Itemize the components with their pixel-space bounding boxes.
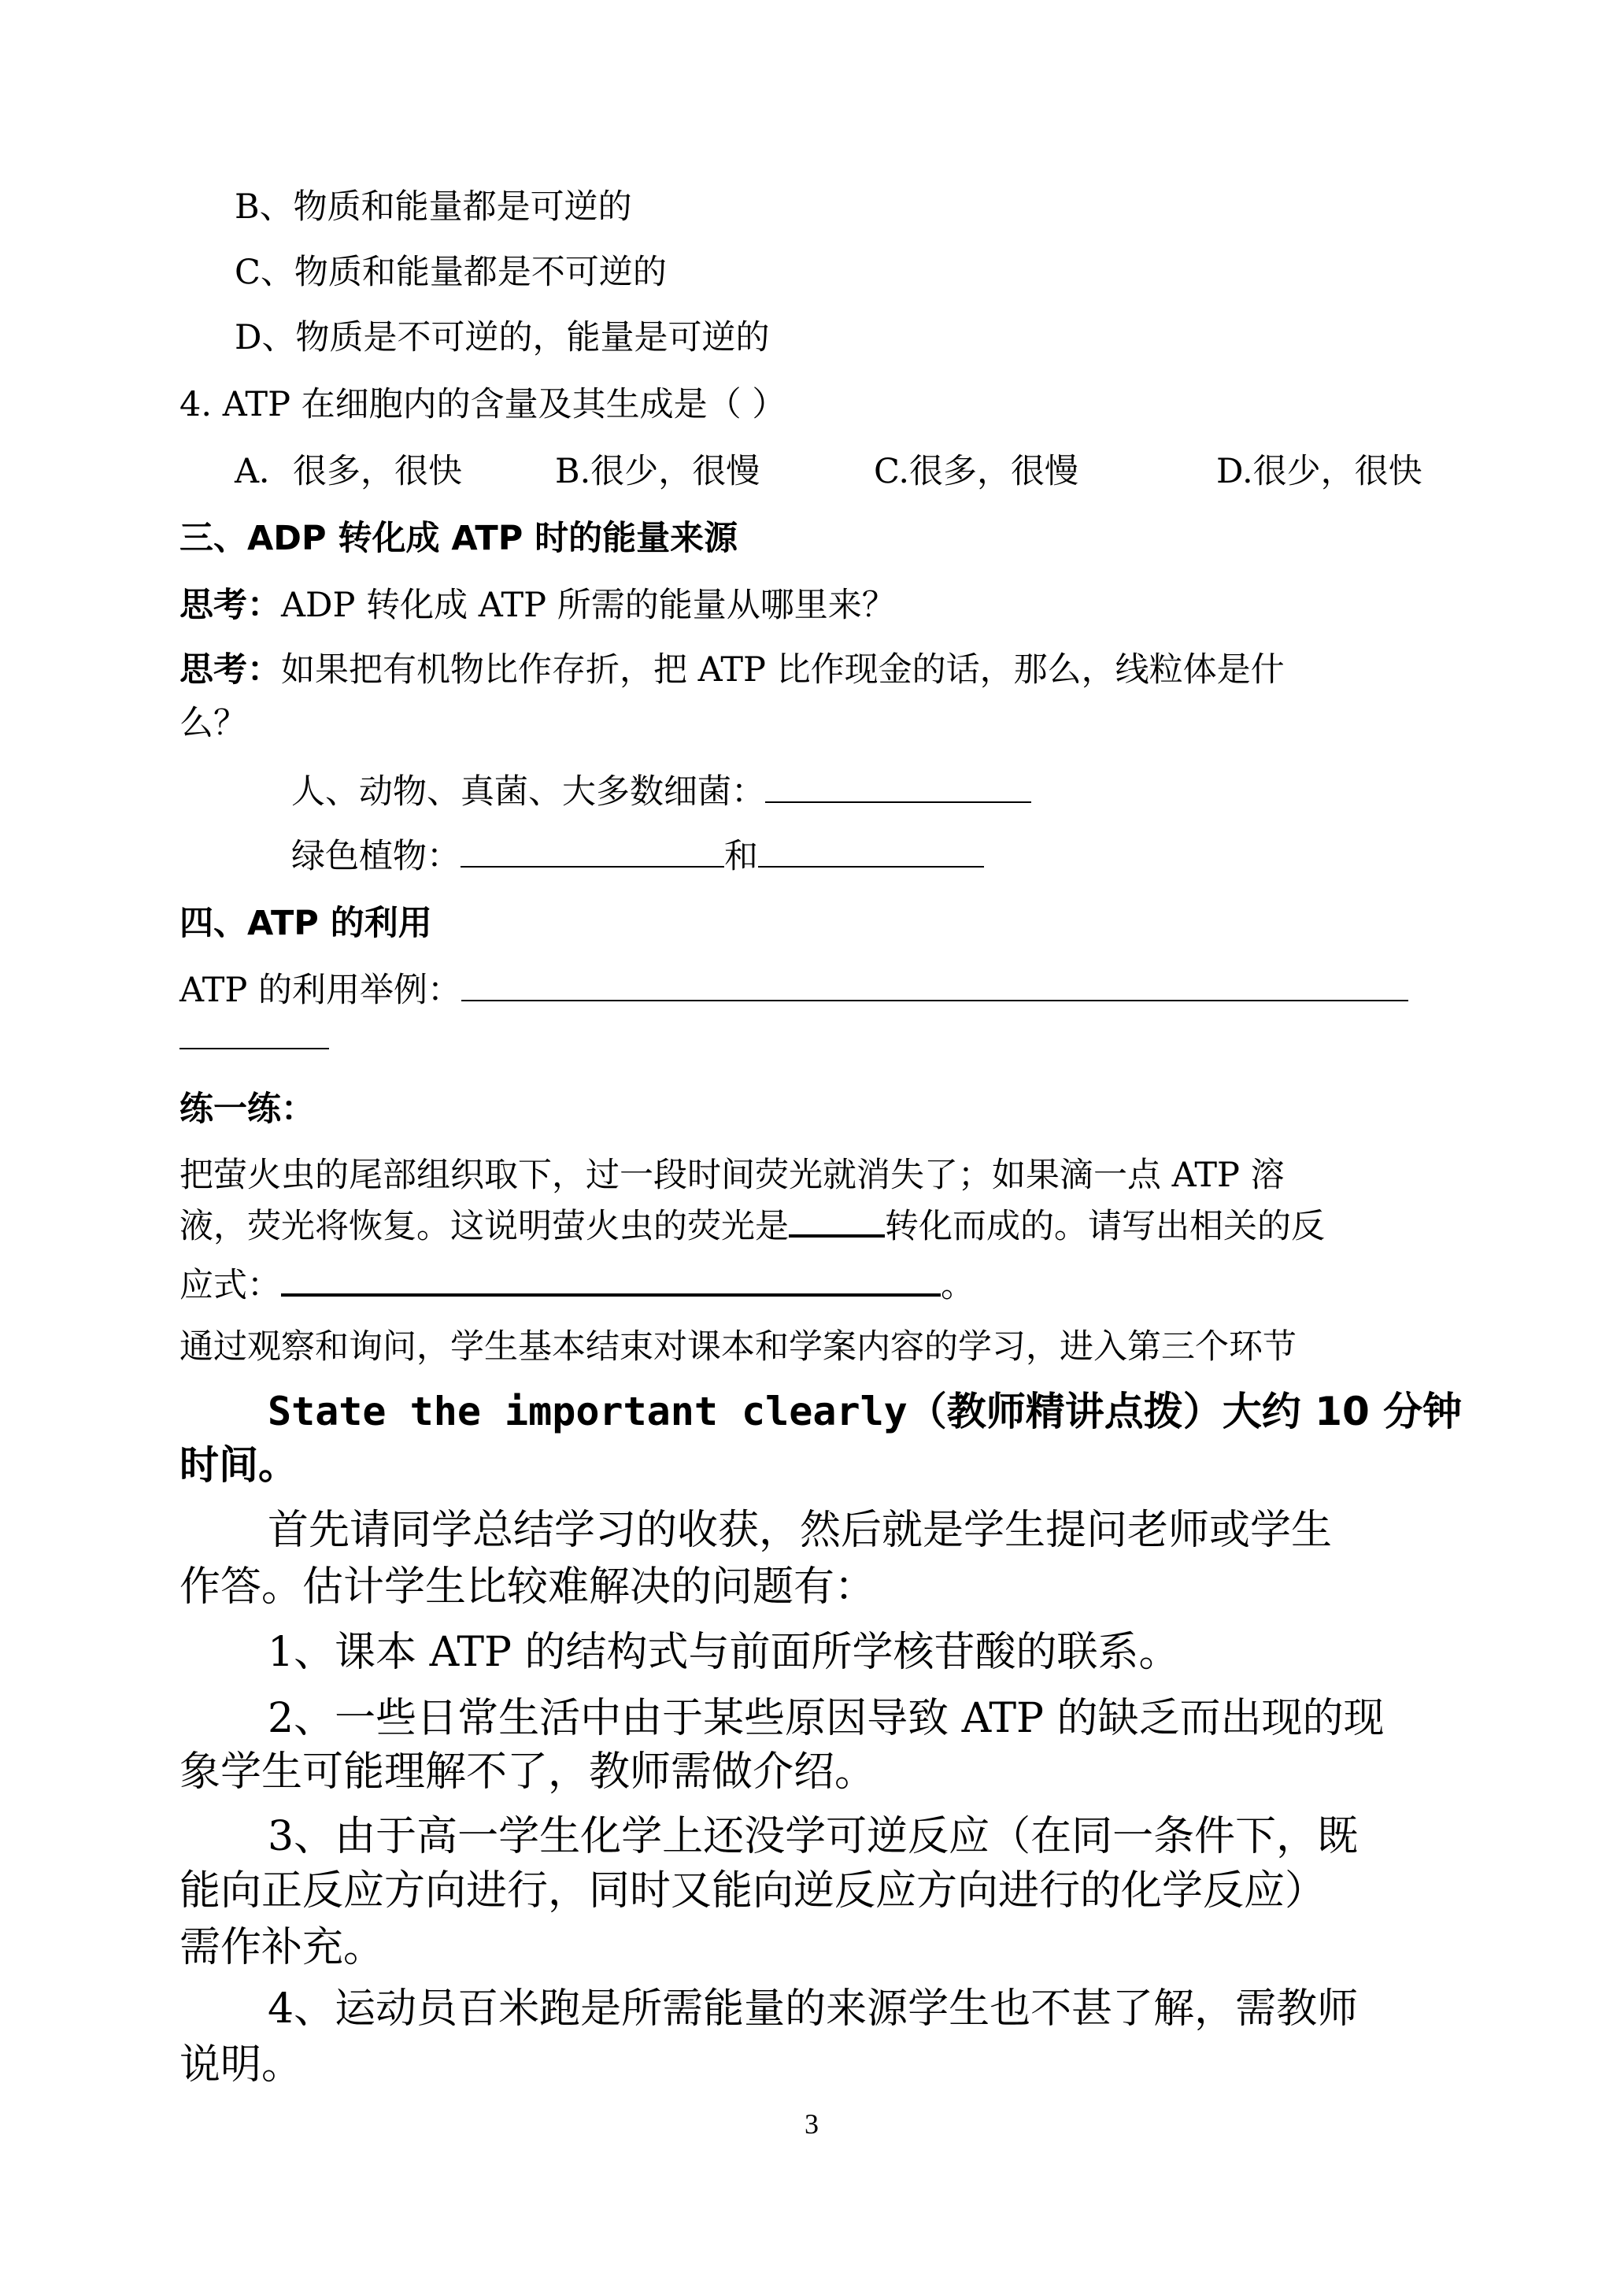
answer-blank[interactable]: [179, 1047, 329, 1049]
think2-text: 如果把有机物比作存折，把 ATP 比作现金的话，那么，线粒体是什: [281, 650, 1285, 690]
para1-line2: 作答。估计学生比较难解决的问题有：: [179, 1563, 876, 1611]
practice-line-2b: 转化而成的。请写出相关的反: [885, 1207, 1325, 1246]
fill-green-plants-label: 绿色植物：: [291, 837, 461, 876]
q4-stem: 4. ATP 在细胞内的含量及其生成是（ ）: [179, 385, 786, 424]
think2-continuation: 么？: [179, 704, 247, 743]
think1-text: ADP 转化成 ATP 所需的能量从哪里来？: [281, 586, 896, 625]
q3-option-b: B、物质和能量都是可逆的: [235, 187, 632, 227]
practice-line-2a: 液，荧光将恢复。这说明萤火虫的荧光是: [179, 1207, 789, 1246]
think1-label: 思考：: [179, 586, 281, 625]
item2-line1: 2、一些日常生活中由于某些原因导致 ATP 的缺乏而出现的现: [268, 1695, 1385, 1742]
q3-option-c: C、物质和能量都是不可逆的: [235, 253, 667, 292]
answer-blank[interactable]: [789, 1234, 885, 1238]
item1: 1、课本 ATP 的结构式与前面所学核苷酸的联系。: [268, 1629, 1180, 1676]
answer-blank[interactable]: [758, 865, 984, 868]
answer-blank[interactable]: [281, 1293, 941, 1297]
answer-blank[interactable]: [461, 999, 1408, 1001]
item2-line2: 象学生可能理解不了，教师需做介绍。: [179, 1748, 876, 1796]
q3-option-d: D、物质是不可逆的，能量是可逆的: [235, 318, 770, 357]
stage3-title-continuation: 时间。: [179, 1442, 298, 1488]
answer-blank[interactable]: [765, 801, 1031, 803]
practice-heading: 练一练：: [179, 1090, 315, 1129]
practice-line-3b: 。: [941, 1266, 975, 1305]
fill-green-plants: [291, 837, 984, 876]
stage3-title-cn: （教师精讲点拨）大约 10 分钟: [907, 1389, 1463, 1434]
think2-line: [179, 650, 1285, 690]
item4-line1: 4、运动员百米跑是所需能量的来源学生也不甚了解，需教师: [268, 1985, 1359, 2033]
practice-line-1: 把萤火虫的尾部组织取下，过一段时间荧光就消失了；如果滴一点 ATP 溶: [179, 1156, 1285, 1195]
fill-heterotrophs: [291, 772, 1031, 812]
stage3-title-en: State the important clearly: [268, 1389, 908, 1434]
q4-option-d: D.很少，很快: [1216, 452, 1422, 491]
atp-use-example-label: ATP 的利用举例：: [179, 971, 461, 1010]
item4-line2: 说明。: [179, 2041, 303, 2089]
item3-line3: 需作补充。: [179, 1924, 385, 1971]
para1-line1: 首先请同学总结学习的收获，然后就是学生提问老师或学生: [268, 1507, 1333, 1554]
fill-and-word: 和: [724, 837, 758, 876]
item3-line2: 能向正反应方向进行，同时又能向逆反应方向进行的化学反应）: [179, 1867, 1326, 1915]
stage3-title: [268, 1389, 1463, 1434]
think1-line: [179, 586, 896, 625]
q4-option-b: B.很少，很慢: [555, 452, 760, 491]
think2-label: 思考：: [179, 650, 281, 690]
q4-option-a: A．很多，很快: [235, 452, 463, 491]
page-number: 3: [805, 2108, 819, 2140]
practice-line-3: [179, 1266, 975, 1305]
fill-heterotrophs-label: 人、动物、真菌、大多数细菌：: [291, 772, 765, 812]
q4-option-c: C.很多，很慢: [874, 452, 1079, 491]
transition-text: 通过观察和询问，学生基本结束对课本和学案内容的学习，进入第三个环节: [179, 1327, 1297, 1367]
section4-heading: 四、ATP 的利用: [179, 904, 432, 943]
atp-use-example: [179, 971, 1408, 1010]
item3-line1: 3、由于高一学生化学上还没学可逆反应（在同一条件下，既: [268, 1813, 1359, 1860]
answer-blank[interactable]: [461, 865, 724, 868]
atp-use-example-continued: [179, 1022, 329, 1056]
section3-heading: 三、ADP 转化成 ATP 时的能量来源: [179, 519, 738, 558]
practice-line-2: [179, 1207, 1325, 1246]
practice-line-3a: 应式：: [179, 1266, 281, 1305]
